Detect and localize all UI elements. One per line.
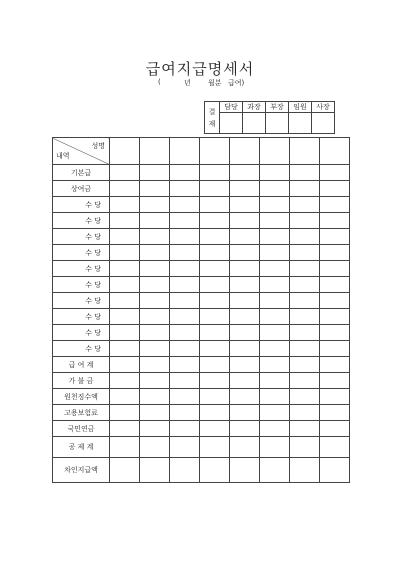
amount-cell[interactable]: [140, 437, 170, 458]
amount-cell[interactable]: [320, 437, 350, 458]
amount-cell[interactable]: [170, 245, 200, 261]
amount-cell[interactable]: [260, 165, 290, 181]
amount-cell[interactable]: [260, 357, 290, 373]
corner-cell: [53, 138, 110, 165]
amount-cell[interactable]: [320, 229, 350, 245]
amount-cell[interactable]: [170, 437, 200, 458]
amount-cell[interactable]: [320, 197, 350, 213]
amount-cell[interactable]: [290, 437, 320, 458]
amount-cell[interactable]: [110, 261, 140, 277]
amount-cell[interactable]: [110, 437, 140, 458]
amount-cell[interactable]: [200, 437, 230, 458]
amount-cell[interactable]: [260, 341, 290, 357]
amount-cell[interactable]: [170, 197, 200, 213]
amount-cell[interactable]: [290, 389, 320, 405]
row-label: 수 당: [53, 197, 110, 213]
amount-cell[interactable]: [260, 373, 290, 389]
corner-label-name: 성명: [91, 142, 105, 150]
amount-cell[interactable]: [110, 213, 140, 229]
row-label: 수 당: [53, 229, 110, 245]
row-label: 고용보험료: [53, 405, 110, 421]
row-label: 수 당: [53, 309, 110, 325]
amount-cell[interactable]: [320, 181, 350, 197]
amount-cell[interactable]: [170, 181, 200, 197]
table-row: [53, 197, 350, 213]
amount-cell[interactable]: [290, 405, 320, 421]
amount-cell[interactable]: [200, 309, 230, 325]
table-row: [53, 421, 350, 437]
approval-role: 과장: [243, 102, 266, 113]
amount-cell[interactable]: [110, 373, 140, 389]
table-row: [53, 213, 350, 229]
amount-cell[interactable]: [230, 405, 260, 421]
amount-cell[interactable]: [290, 373, 320, 389]
amount-cell[interactable]: [110, 357, 140, 373]
name-cell[interactable]: [170, 138, 200, 165]
amount-cell[interactable]: [230, 197, 260, 213]
table-row: [53, 277, 350, 293]
name-cell[interactable]: [230, 138, 260, 165]
row-label: 원천징수액: [53, 389, 110, 405]
amount-cell[interactable]: [140, 261, 170, 277]
table-row: [53, 325, 350, 341]
amount-cell[interactable]: [140, 325, 170, 341]
row-label: 수 당: [53, 325, 110, 341]
amount-cell[interactable]: [110, 229, 140, 245]
amount-cell[interactable]: [200, 458, 230, 483]
approval-role: 담당: [220, 102, 243, 113]
amount-cell[interactable]: [230, 309, 260, 325]
amount-cell[interactable]: [200, 229, 230, 245]
amount-cell[interactable]: [110, 405, 140, 421]
amount-cell[interactable]: [110, 341, 140, 357]
amount-cell[interactable]: [200, 325, 230, 341]
amount-cell[interactable]: [170, 405, 200, 421]
row-label: 공 제 계: [53, 437, 110, 458]
amount-cell[interactable]: [230, 245, 260, 261]
amount-cell[interactable]: [260, 261, 290, 277]
subtitle-open: (: [158, 78, 161, 86]
amount-cell[interactable]: [290, 458, 320, 483]
row-label: 급 여 계: [53, 357, 110, 373]
table-row: [53, 405, 350, 421]
approval-sign-box[interactable]: [289, 113, 312, 134]
amount-cell[interactable]: [320, 261, 350, 277]
amount-cell[interactable]: [290, 181, 320, 197]
table-row: [53, 437, 350, 458]
subtitle-pay: 급여): [228, 79, 245, 87]
amount-cell[interactable]: [290, 229, 320, 245]
amount-cell[interactable]: [140, 277, 170, 293]
table-row: [53, 229, 350, 245]
row-label: 기본급: [53, 165, 110, 181]
amount-cell[interactable]: [290, 293, 320, 309]
amount-cell[interactable]: [140, 309, 170, 325]
amount-cell[interactable]: [290, 421, 320, 437]
amount-cell[interactable]: [200, 213, 230, 229]
amount-cell[interactable]: [260, 405, 290, 421]
row-label: 차인지급액: [53, 458, 110, 483]
amount-cell[interactable]: [230, 213, 260, 229]
amount-cell[interactable]: [170, 213, 200, 229]
amount-cell[interactable]: [290, 197, 320, 213]
amount-cell[interactable]: [200, 245, 230, 261]
amount-cell[interactable]: [110, 309, 140, 325]
table-row: [53, 357, 350, 373]
table-row: [53, 165, 350, 181]
subtitle-year: 년: [184, 79, 191, 87]
amount-cell[interactable]: [140, 458, 170, 483]
amount-cell[interactable]: [230, 437, 260, 458]
amount-cell[interactable]: [260, 213, 290, 229]
amount-cell[interactable]: [290, 245, 320, 261]
amount-cell[interactable]: [290, 341, 320, 357]
amount-cell[interactable]: [230, 373, 260, 389]
amount-cell[interactable]: [110, 458, 140, 483]
amount-cell[interactable]: [260, 197, 290, 213]
approval-sign-box[interactable]: [312, 113, 335, 134]
amount-cell[interactable]: [320, 357, 350, 373]
amount-cell[interactable]: [110, 197, 140, 213]
name-cell[interactable]: [260, 138, 290, 165]
amount-cell[interactable]: [140, 357, 170, 373]
row-label: 수 당: [53, 293, 110, 309]
amount-cell[interactable]: [230, 229, 260, 245]
amount-cell[interactable]: [200, 277, 230, 293]
table-row: [53, 261, 350, 277]
corner-label-detail: 내역: [56, 152, 70, 160]
amount-cell[interactable]: [110, 277, 140, 293]
amount-cell[interactable]: [230, 421, 260, 437]
name-cell[interactable]: [110, 138, 140, 165]
amount-cell[interactable]: [200, 405, 230, 421]
table-row: [53, 245, 350, 261]
subtitle-month: 월분: [208, 79, 222, 87]
amount-cell[interactable]: [140, 293, 170, 309]
amount-cell[interactable]: [230, 341, 260, 357]
amount-cell[interactable]: [290, 261, 320, 277]
amount-cell[interactable]: [320, 341, 350, 357]
approval-role: 부장: [266, 102, 289, 113]
amount-cell[interactable]: [200, 197, 230, 213]
subtitle: [0, 78, 400, 90]
amount-cell[interactable]: [230, 165, 260, 181]
row-label: 수 당: [53, 245, 110, 261]
amount-cell[interactable]: [170, 277, 200, 293]
amount-cell[interactable]: [230, 357, 260, 373]
amount-cell[interactable]: [320, 293, 350, 309]
amount-cell[interactable]: [320, 421, 350, 437]
amount-cell[interactable]: [320, 325, 350, 341]
amount-cell[interactable]: [260, 293, 290, 309]
approval-sign-box[interactable]: [266, 113, 289, 134]
approval-side-label: 결 재: [205, 102, 220, 134]
amount-cell[interactable]: [170, 325, 200, 341]
table-row: [53, 309, 350, 325]
amount-cell[interactable]: [290, 165, 320, 181]
amount-cell[interactable]: [260, 229, 290, 245]
amount-cell[interactable]: [230, 458, 260, 483]
amount-cell[interactable]: [170, 261, 200, 277]
amount-cell[interactable]: [200, 341, 230, 357]
amount-cell[interactable]: [260, 458, 290, 483]
amount-cell[interactable]: [140, 181, 170, 197]
table-row: [53, 293, 350, 309]
amount-cell[interactable]: [320, 213, 350, 229]
amount-cell[interactable]: [110, 181, 140, 197]
amount-cell[interactable]: [140, 197, 170, 213]
amount-cell[interactable]: [170, 357, 200, 373]
amount-cell[interactable]: [140, 213, 170, 229]
amount-cell[interactable]: [230, 325, 260, 341]
amount-cell[interactable]: [110, 389, 140, 405]
pay-table: [52, 137, 350, 483]
amount-cell[interactable]: [230, 389, 260, 405]
amount-cell[interactable]: [170, 389, 200, 405]
amount-cell[interactable]: [320, 373, 350, 389]
amount-cell[interactable]: [260, 437, 290, 458]
amount-cell[interactable]: [170, 309, 200, 325]
row-label: 수 당: [53, 341, 110, 357]
amount-cell[interactable]: [320, 458, 350, 483]
amount-cell[interactable]: [200, 293, 230, 309]
amount-cell[interactable]: [200, 357, 230, 373]
amount-cell[interactable]: [230, 181, 260, 197]
amount-cell[interactable]: [320, 389, 350, 405]
name-cell[interactable]: [140, 138, 170, 165]
amount-cell[interactable]: [260, 181, 290, 197]
amount-cell[interactable]: [140, 405, 170, 421]
row-label: 상여금: [53, 181, 110, 197]
amount-cell[interactable]: [140, 165, 170, 181]
amount-cell[interactable]: [170, 165, 200, 181]
amount-cell[interactable]: [260, 277, 290, 293]
amount-cell[interactable]: [110, 421, 140, 437]
approval-sign-box[interactable]: [243, 113, 266, 134]
amount-cell[interactable]: [200, 421, 230, 437]
name-cell[interactable]: [320, 138, 350, 165]
row-label: 수 당: [53, 261, 110, 277]
approval-role: 사장: [312, 102, 335, 113]
amount-cell[interactable]: [200, 261, 230, 277]
amount-cell[interactable]: [140, 341, 170, 357]
approval-box: [204, 101, 335, 134]
amount-cell[interactable]: [140, 389, 170, 405]
amount-cell[interactable]: [110, 245, 140, 261]
amount-cell[interactable]: [140, 245, 170, 261]
table-row: [53, 373, 350, 389]
table-row: [53, 389, 350, 405]
amount-cell[interactable]: [230, 293, 260, 309]
approval-role: 임원: [289, 102, 312, 113]
amount-cell[interactable]: [110, 165, 140, 181]
row-label: 수 당: [53, 277, 110, 293]
amount-cell[interactable]: [170, 293, 200, 309]
amount-cell[interactable]: [320, 405, 350, 421]
table-row: [53, 181, 350, 197]
amount-cell[interactable]: [260, 421, 290, 437]
approval-sign-box[interactable]: [220, 113, 243, 134]
amount-cell[interactable]: [140, 421, 170, 437]
amount-cell[interactable]: [200, 165, 230, 181]
amount-cell[interactable]: [320, 309, 350, 325]
amount-cell[interactable]: [110, 293, 140, 309]
amount-cell[interactable]: [290, 325, 320, 341]
amount-cell[interactable]: [320, 245, 350, 261]
amount-cell[interactable]: [260, 325, 290, 341]
amount-cell[interactable]: [290, 357, 320, 373]
amount-cell[interactable]: [110, 325, 140, 341]
amount-cell[interactable]: [170, 458, 200, 483]
page-title: 급여지급명세서: [145, 60, 255, 78]
amount-cell[interactable]: [260, 309, 290, 325]
amount-cell[interactable]: [140, 373, 170, 389]
amount-cell[interactable]: [260, 245, 290, 261]
table-row: [53, 458, 350, 483]
amount-cell[interactable]: [170, 373, 200, 389]
row-label: 수 당: [53, 213, 110, 229]
amount-cell[interactable]: [170, 229, 200, 245]
amount-cell[interactable]: [230, 261, 260, 277]
amount-cell[interactable]: [290, 309, 320, 325]
amount-cell[interactable]: [290, 277, 320, 293]
amount-cell[interactable]: [200, 373, 230, 389]
amount-cell[interactable]: [320, 165, 350, 181]
amount-cell[interactable]: [170, 341, 200, 357]
row-label: 국민연금: [53, 421, 110, 437]
row-label: 가 불 금: [53, 373, 110, 389]
amount-cell[interactable]: [200, 389, 230, 405]
amount-cell[interactable]: [170, 421, 200, 437]
table-row: [53, 341, 350, 357]
name-cell[interactable]: [290, 138, 320, 165]
name-cell[interactable]: [200, 138, 230, 165]
amount-cell[interactable]: [260, 389, 290, 405]
amount-cell[interactable]: [290, 213, 320, 229]
amount-cell[interactable]: [230, 277, 260, 293]
amount-cell[interactable]: [140, 229, 170, 245]
amount-cell[interactable]: [320, 277, 350, 293]
amount-cell[interactable]: [200, 181, 230, 197]
header-row: [53, 138, 350, 165]
